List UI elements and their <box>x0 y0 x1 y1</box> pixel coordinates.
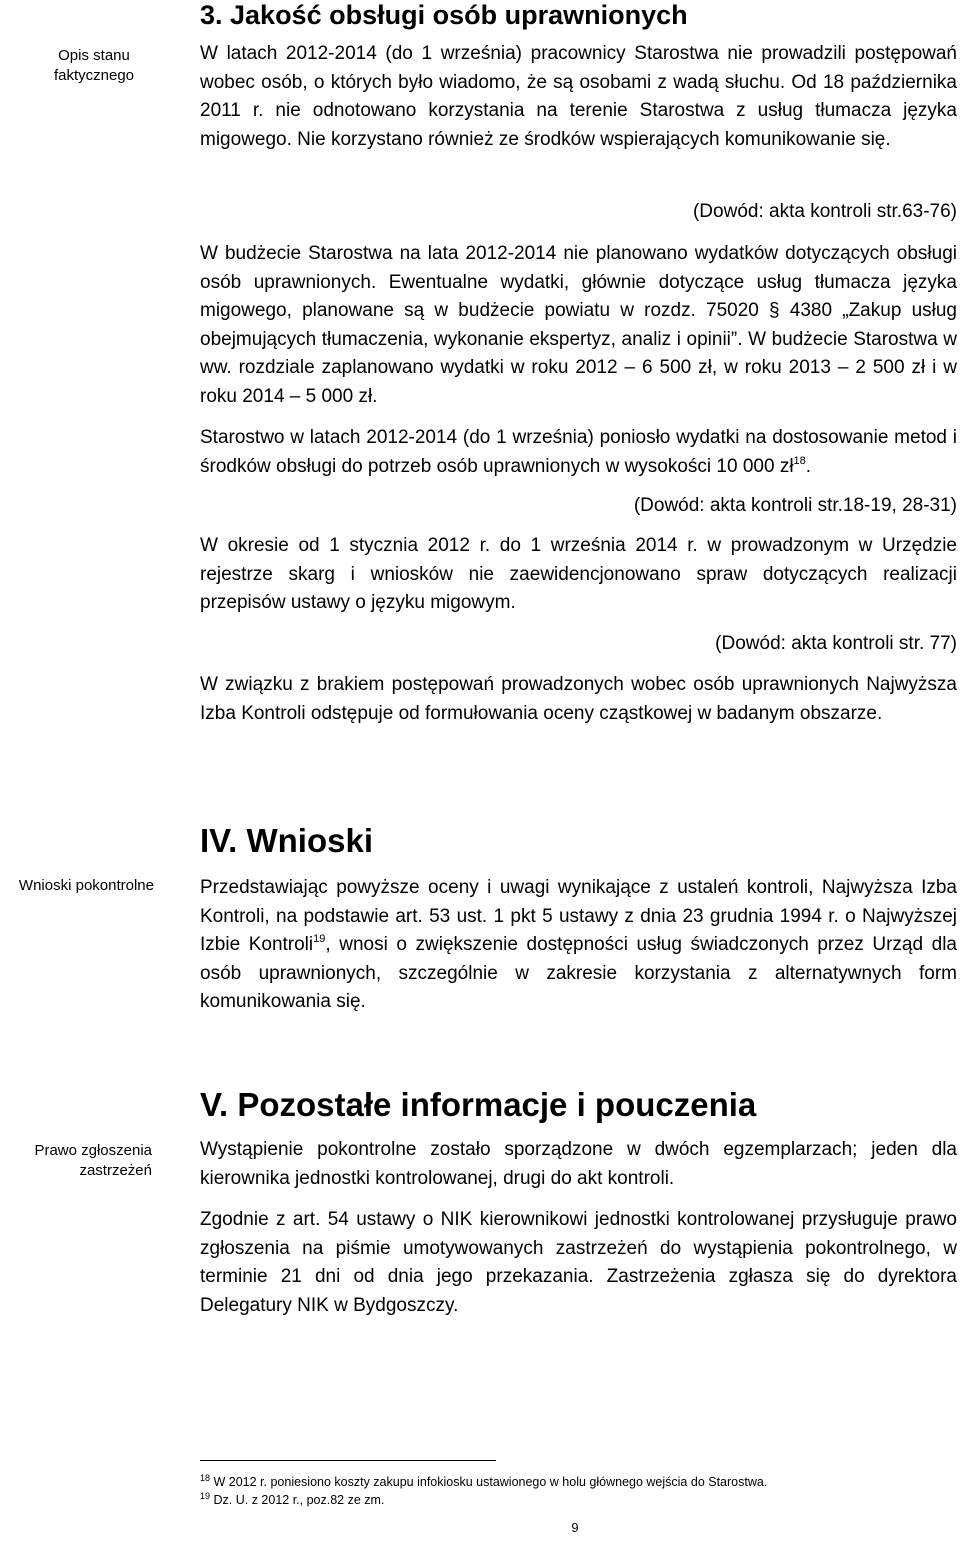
section-heading-3: 3. Jakość obsługi osób uprawnionych <box>200 0 688 30</box>
footnote-number: 19 <box>200 1491 211 1501</box>
footnote-19 <box>200 1492 384 1508</box>
paragraph-4-1 <box>200 874 957 1017</box>
evidence-note-1: (Dowód: akta kontroli str.63-76) <box>692 201 957 222</box>
paragraph-5-2: Zgodnie z art. 54 ustawy o NIK kierownikowi jednostki kontrolowanej przysługuje prawo zgłoszenia na piśmie umotywowanych zastrzeżeń do wystąpienia pokontrolnego, w terminie 21 dni od dnia jego przekazania. Zastrzeżenia zgłasza się do dyrektora Delegatury NIK w Bydgoszczy. <box>200 1209 957 1316</box>
paragraph-3-3 <box>200 424 957 481</box>
paragraph-3-1: W latach 2012-2014 (do 1 września) pracownicy Starostwa nie prowadzili postępowań wobec osób, o których było wiadomo, że są osobami z wadą słuchu. Od 18 października 2011 r. nie odnotowano korzystania na terenie Starostwa z usług tłumacza języka migowego. Nie korzystano również ze środków wspierających komunikowanie się. <box>200 43 957 150</box>
sidebar-label-opis-line1: Opis stanu <box>58 47 130 64</box>
page-number: 9 <box>571 1520 579 1535</box>
footnote-text: W 2012 r. poniesiono koszty zakupu infokiosku ustawionego w holu głównego wejścia do Starostwa. <box>213 1475 768 1489</box>
paragraph-3-5: W związku z brakiem postępowań prowadzonych wobec osób uprawnionych Najwyższa Izba Kontroli odstępuje od formułowania oceny cząstkowej w badanym obszarze. <box>200 674 957 724</box>
paragraph-3-2: W budżecie Starostwa na lata 2012-2014 nie planowano wydatków dotyczących obsługi osób uprawnionych. Ewentualne wydatki, głównie dotyczące usług tłumacza języka migowego, planowane są w budżecie powiatu w rozdz. 75020 § 4380 „Zakup usług obejmujących tłumaczenia, wykonanie ekspertyz, analiz i opinii”. W budżecie Starostwa w ww. rozdziale zaplanowano wydatki w roku 2012 – 6 500 zł, w roku 2013 – 2 500 zł i w roku 2014 – 5 000 zł. <box>200 243 957 407</box>
sidebar-label-prawo <box>0 1141 152 1181</box>
sidebar-label-opis <box>8 46 180 86</box>
footnote-separator <box>200 1460 496 1461</box>
footnote-text: Dz. U. z 2012 r., poz.82 ze zm. <box>213 1493 385 1507</box>
paragraph-3-3-end: . <box>805 455 812 477</box>
paragraph-3-4: W okresie od 1 stycznia 2012 r. do 1 września 2014 r. w prowadzonym w Urzędzie rejestrze skarg i wniosków nie zaewidencjonowano spraw dotyczących realizacji przepisów ustawy o języku migowym. <box>200 535 957 613</box>
section-heading-4: IV. Wnioski <box>200 822 373 859</box>
section-heading-5: V. Pozostałe informacje i pouczenia <box>200 1086 757 1123</box>
evidence-note-2: (Dowód: akta kontroli str.18-19, 28-31) <box>633 495 957 516</box>
sidebar-label-prawo-line1: Prawo zgłoszenia <box>34 1142 152 1159</box>
paragraph-4-1-end: , wnosi o zwiększenie dostępności usług świadczonych przez Urząd dla osób uprawnionych, szczególnie w zakresie korzystania z alternatywnych form komunikowania się. <box>200 934 957 1012</box>
sidebar-label-prawo-line2: zastrzeżeń <box>79 1162 152 1179</box>
paragraph-5-1: Wystąpienie pokontrolne zostało sporządzone w dwóch egzemplarzach; jeden dla kierownika jednostki kontrolowanej, drugi do akt kontroli. <box>200 1139 957 1189</box>
footnote-number: 18 <box>200 1473 211 1483</box>
sidebar-label-wnioski: Wnioski pokontrolne <box>18 877 154 894</box>
paragraph-3-3-text: Starostwo w latach 2012-2014 (do 1 września) poniosło wydatki na dostosowanie metod i środków obsługi do potrzeb osób uprawnionych w wysokości 10 000 zł <box>200 427 957 477</box>
footnote-ref-19: 19 <box>313 933 326 945</box>
footnote-18 <box>200 1474 767 1490</box>
paragraph-4-1-start: Przedstawiając powyższe oceny i uwagi wynikające z ustaleń kontroli, Najwyższa Izba Kontroli, na podstawie art. 53 ust. 1 pkt 5 ustawy z dnia 23 grudnia 1994 r. o Najwyższej Izbie Kontroli <box>200 877 957 955</box>
evidence-note-3: (Dowód: akta kontroli str. 77) <box>715 633 957 654</box>
footnote-ref-18: 18 <box>793 454 806 467</box>
sidebar-label-opis-line2: faktycznego <box>53 67 135 84</box>
